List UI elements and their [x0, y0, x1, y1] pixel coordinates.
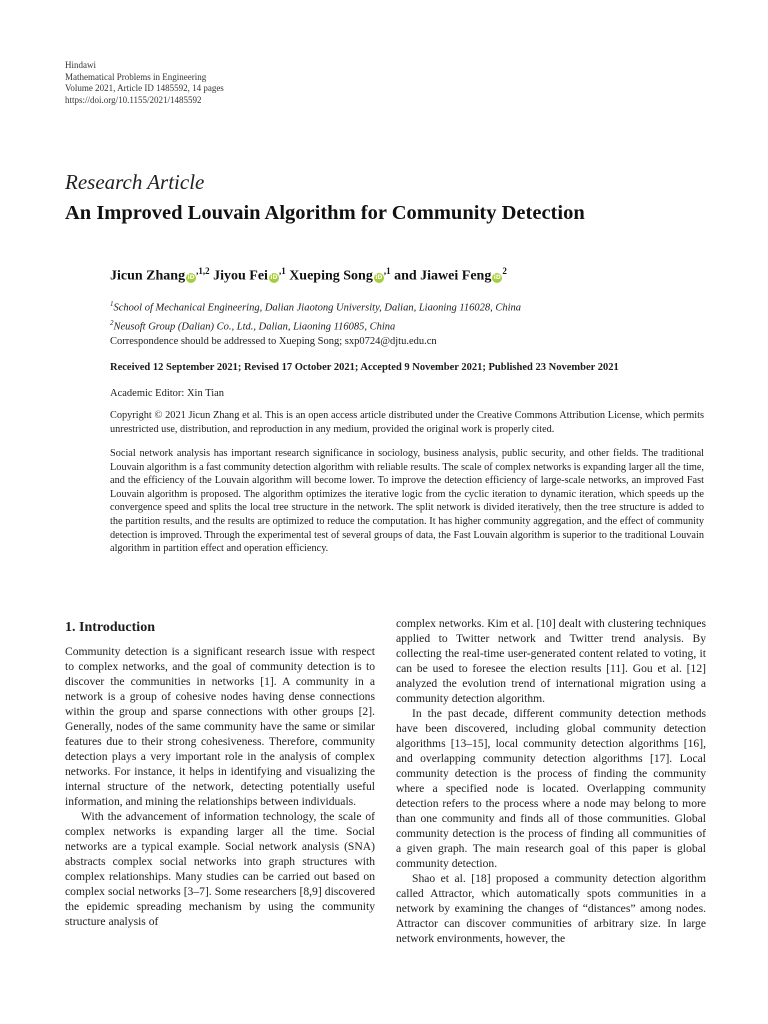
section-heading: 1. Introduction: [65, 620, 155, 635]
publication-info: [65, 60, 224, 106]
orcid-icon[interactable]: iD: [493, 273, 501, 281]
body-column-left: [65, 644, 375, 929]
body-column-right: [396, 616, 706, 946]
author-list: [110, 266, 507, 285]
author-affil-sup: ,1: [278, 266, 286, 276]
body-paragraph: Shao et al. [18] proposed a community detection algorithm called Attractor, which automatically spots communities in a network by examining the changes of “distances” among nodes. Attractor can discover communities of arbitrary size. In large network environments, however, the: [396, 872, 706, 945]
affiliation: [110, 297, 521, 316]
body-paragraph: complex networks. Kim et al. [10] dealt with clustering techniques applied to Twitter network and Twitter trend analysis. By collecting the real-time user-generated content related to voting, it can be used to foresee the election results [11]. Gou et al. [12] analyzed the evolution trend of international migration using a community detection algorithm.: [396, 617, 706, 705]
abstract: Social network analysis has important research significance in sociology, business analysis, public security, and other fields. The traditional Louvain algorithm is a fast community detection algorithm with reliable results. The scale of complex networks is expanding larger all the time, and the efficiency of the Louvain algorithm will become lower. To improve the detection efficiency of large-scale networks, an improved Fast Louvain algorithm is proposed. The algorithm optimizes the iterative logic from the cyclic iteration to dynamic iteration, which speeds up the convergence speed and splits the local tree structure in the network. The split network is divided iteratively, then the tree structure is added to the partition results, and the results are optimized to reduce the computation. It has higher community aggregation, and the effect of community detection is improved. Through the experimental test of several groups of data, the Fast Louvain algorithm is superior to the traditional Louvain algorithm in partition effect and operation efficiency.: [110, 448, 704, 555]
academic-editor: Academic Editor: Xin Tian: [110, 388, 225, 399]
journal-name: Mathematical Problems in Engineering: [65, 71, 207, 82]
affiliation-number: 1: [110, 300, 114, 308]
author-name[interactable]: Jicun Zhang: [110, 268, 186, 284]
paper-title: An Improved Louvain Algorithm for Community Detection: [65, 202, 585, 224]
article-type: Research Article: [65, 170, 205, 194]
author-name[interactable]: Xueping Song: [289, 268, 373, 284]
orcid-icon[interactable]: iD: [187, 273, 195, 281]
orcid-icon[interactable]: iD: [375, 273, 383, 281]
author-joiner: and: [394, 268, 417, 284]
publication-dates: Received 12 September 2021; Revised 17 October 2021; Accepted 9 November 2021; Published 23 November 2021: [110, 362, 619, 373]
volume-line: Volume 2021, Article ID 1485592, 14 pages: [65, 83, 224, 93]
body-paragraph: In the past decade, different community detection methods have been discovered, including global community detection algorithms [13–15], local community detection algorithms [16], and overlapping community detection algorithms [17]. Local community detection is the process of finding the community where a specified node is located. Overlapping community detection refers to the process where a node may belong to more than one community and finds all of those communities. Global community detection is the process of finding all communities of a given graph. The main research goal of this paper is global community detection.: [396, 707, 706, 870]
affiliation: [110, 316, 521, 335]
affiliation-number: 2: [110, 318, 114, 327]
affiliation-text: School of Mechanical Engineering, Dalian Jiaotong University, Dalian, Liaoning 116028, China: [113, 302, 522, 314]
correspondence: Correspondence should be addressed to Xueping Song; sxp0724@djtu.edu.cn: [110, 336, 437, 347]
author-name[interactable]: Jiyou Fei: [213, 268, 268, 284]
affiliation-text: Neusoft Group (Dalian) Co., Ltd., Dalian, Liaoning 116085, China: [113, 321, 396, 332]
publisher-name: Hindawi: [65, 60, 96, 70]
body-paragraph: With the advancement of information technology, the scale of complex networks is expanding larger all the time. Social networks are a typical example. Social network analysis (SNA) abstracts complex social networks into graph structures with complex relationships. Many studies can be carried out based on complex social networks [3–7]. Some researchers [8,9] discovered the epidemic spreading mechanism by using the community structure analysis of: [65, 810, 375, 928]
orcid-icon[interactable]: iD: [270, 273, 278, 281]
author-affil-sup: 2: [502, 266, 507, 276]
body-paragraph: Community detection is a significant research issue with respect to complex networks, and the goal of community detection is to discover the communities in networks [1]. A community in a network is a group of cohesive nodes having dense connections within the group and sparse connections with other groups [2]. Generally, nodes of the same community have the same or similar features due to their strong cohesiveness. Therefore, community detection plays a very important role in the analysis of complex networks. For instance, it helps in identifying and visualizing the internal structure of the network, detecting potentially useful information, and mining the relationships between individuals.: [65, 645, 375, 808]
doi-link[interactable]: https://doi.org/10.1155/2021/1485592: [65, 94, 202, 105]
author-affil-sup: ,1: [383, 266, 391, 276]
copyright-notice: Copyright © 2021 Jicun Zhang et al. This is an open access article distributed under the Creative Commons Attribution License, which permits unrestricted use, distribution, and reproduction in any medium, provided the original work is properly cited.: [110, 410, 704, 435]
author-name[interactable]: Jiawei Feng: [420, 268, 492, 284]
affiliations: [110, 297, 521, 334]
author-affil-sup: ,1,2: [196, 266, 210, 276]
